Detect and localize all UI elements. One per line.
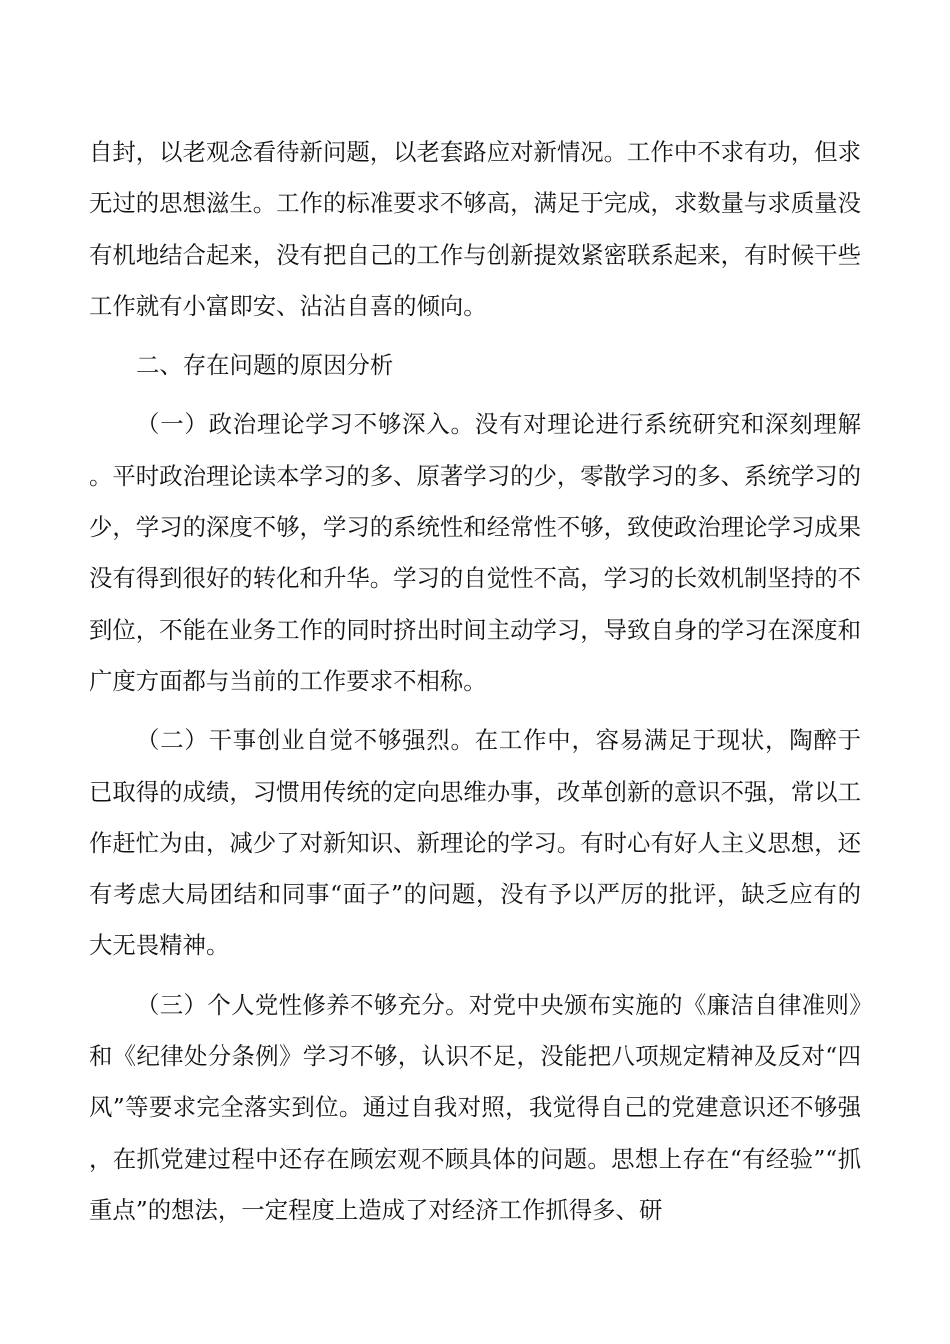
section-heading-cause-analysis: 二、存在问题的原因分析 (136, 351, 394, 380)
paragraph-continuation: 自封，以老观念看待新问题，以老套路应对新情况。工作中不求有功，但求无过的思想滋生。工作的标准要求不够高，满足于完成，求数量与求质量没有机地结合起来，没有把自己的工作与创新提效紧密联系起来，有时候干些工作就有小富即安、沾沾自喜的倾向。 (89, 138, 861, 320)
paragraph-political-theory-study: （一）政治理论学习不够深入。没有对理论进行系统研究和深刻理解。平时政治理论读本学习的多、原著学习的少，零散学习的多、系统学习的少，学习的深度不够，学习的系统性和经常性不够，致使政治理论学习成果没有得到很好的转化和升华。学习的自觉性不高，学习的长效机制坚持的不到位，不能在业务工作的同时挤出时间主动学习，导致自身的学习在深度和广度方面都与当前的工作要求不相称。 (89, 410, 861, 695)
document-body (89, 127, 861, 1236)
paragraph-entrepreneurial-awareness: （二）干事创业自觉不够强烈。在工作中，容易满足于现状，陶醉于已取得的成绩，习惯用传统的定向思维办事，改革创新的意识不强，常以工作赶忙为由，减少了对新知识、新理论的学习。有时心有好人主义思想，还有考虑大局团结和同事“面子”的问题，没有予以严厉的批评，缺乏应有的大无畏精神。 (89, 726, 861, 960)
paragraph-party-spirit-cultivation: （三）个人党性修养不够充分。对党中央颁布实施的《廉洁自律准则》和《纪律处分条例》学习不够，认识不足，没能把八项规定精神及反对“四风”等要求完全落实到位。通过自我对照，我觉得自己的党建意识还不够强，在抓党建过程中还存在顾宏观不顾具体的问题。思想上存在“有经验”“抓重点”的想法，一定程度上造成了对经济工作抓得多、研 (89, 990, 861, 1224)
